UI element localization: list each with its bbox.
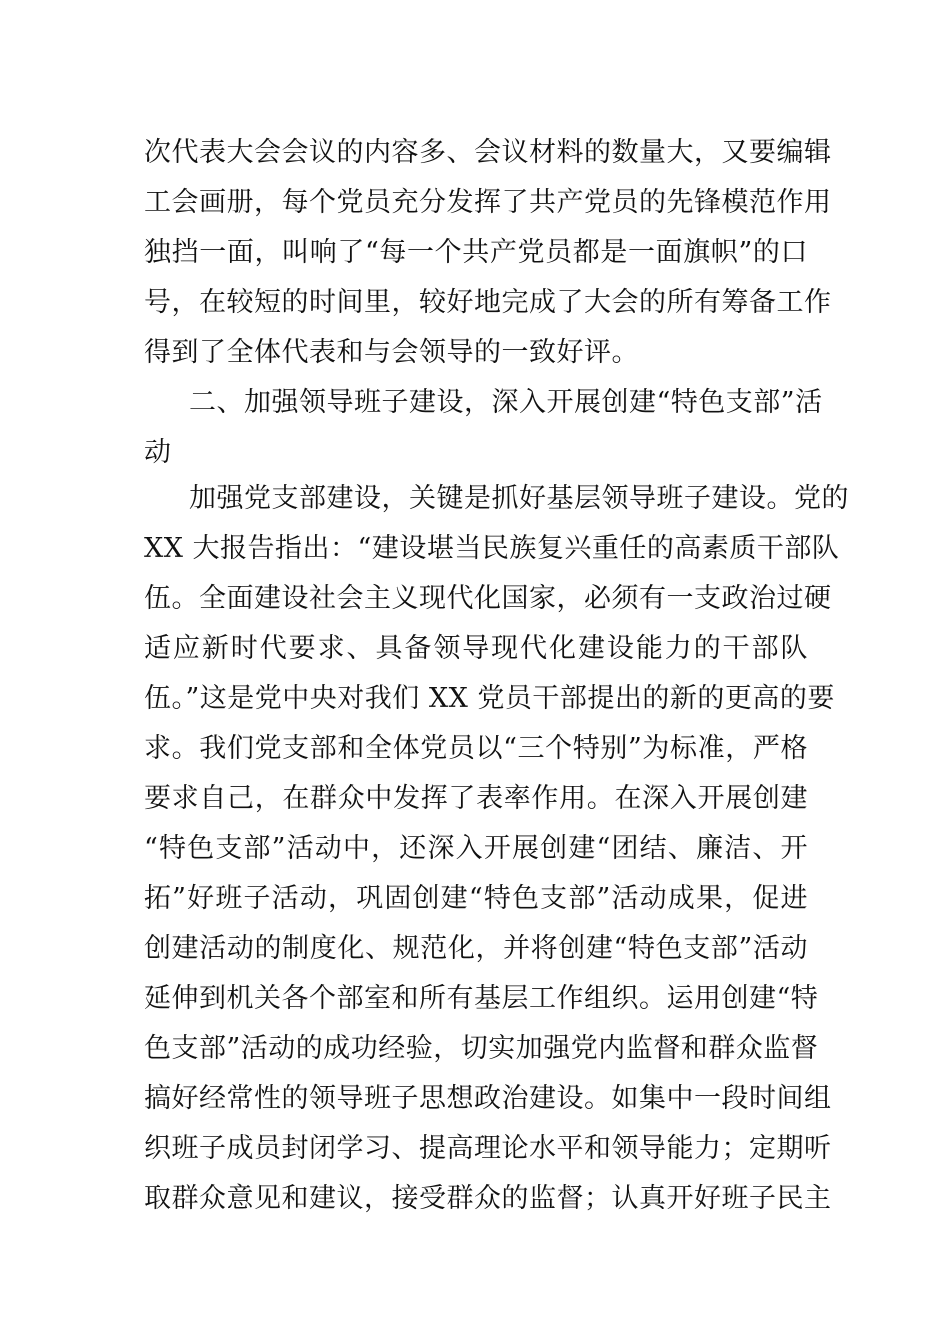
text-line: “特色支部”活动中，还深入开展创建“团结、廉洁、开 [144,833,808,864]
text-line: 取群众意见和建议，接受群众的监督；认真开好班子民主 [144,1183,832,1214]
text-line: 延伸到机关各个部室和所有基层工作组织。运用创建“特 [144,983,819,1014]
text-line: 独挡一面，叫响了“每一个共产党员都是一面旗帜”的口 [144,237,808,268]
text-line: 适应新时代要求、具备领导现代化建设能力的干部队 [144,633,808,664]
text-line: 伍。全面建设社会主义现代化国家，必须有一支政治过硬 [144,583,832,614]
text-line: 工会画册，每个党员充分发挥了共产党员的先锋模范作用 [144,187,832,218]
text-line: 次代表大会会议的内容多、会议材料的数量大，又要编辑 [144,137,832,168]
paragraph-continuation [144,128,832,378]
text-line: 要求自己，在群众中发挥了表率作用。在深入开展创建 [144,783,808,814]
heading-line: 动 [144,437,172,468]
text-line: 织班子成员封闭学习、提高理论水平和领导能力；定期听 [144,1133,832,1164]
text-line: 加强党支部建设，关键是抓好基层领导班子建设。党的 [189,483,849,514]
text-line: 得到了全体代表和与会领导的一致好评。 [144,337,639,368]
text-line: 搞好经常性的领导班子思想政治建设。如集中一段时间组 [144,1083,832,1114]
text-line: XX 大报告指出：“建设堪当民族复兴重任的高素质干部队 [144,533,840,564]
text-line: 号，在较短的时间里，较好地完成了大会的所有筹备工作 [144,287,832,318]
heading-line: 二、加强领导班子建设，深入开展创建“特色支部”活 [189,387,823,418]
text-line: 求。我们党支部和全体党员以“三个特别”为标准，严格 [144,733,808,764]
text-line: 创建活动的制度化、规范化，并将创建“特色支部”活动 [144,933,808,964]
text-line: 拓”好班子活动，巩固创建“特色支部”活动成果，促进 [144,883,808,914]
text-line: 伍。”这是党中央对我们 XX 党员干部提出的新的更高的要 [144,683,835,714]
section-heading [144,378,823,478]
text-line: 色支部”活动的成功经验，切实加强党内监督和群众监督 [144,1033,819,1064]
body-paragraph [144,474,849,1224]
